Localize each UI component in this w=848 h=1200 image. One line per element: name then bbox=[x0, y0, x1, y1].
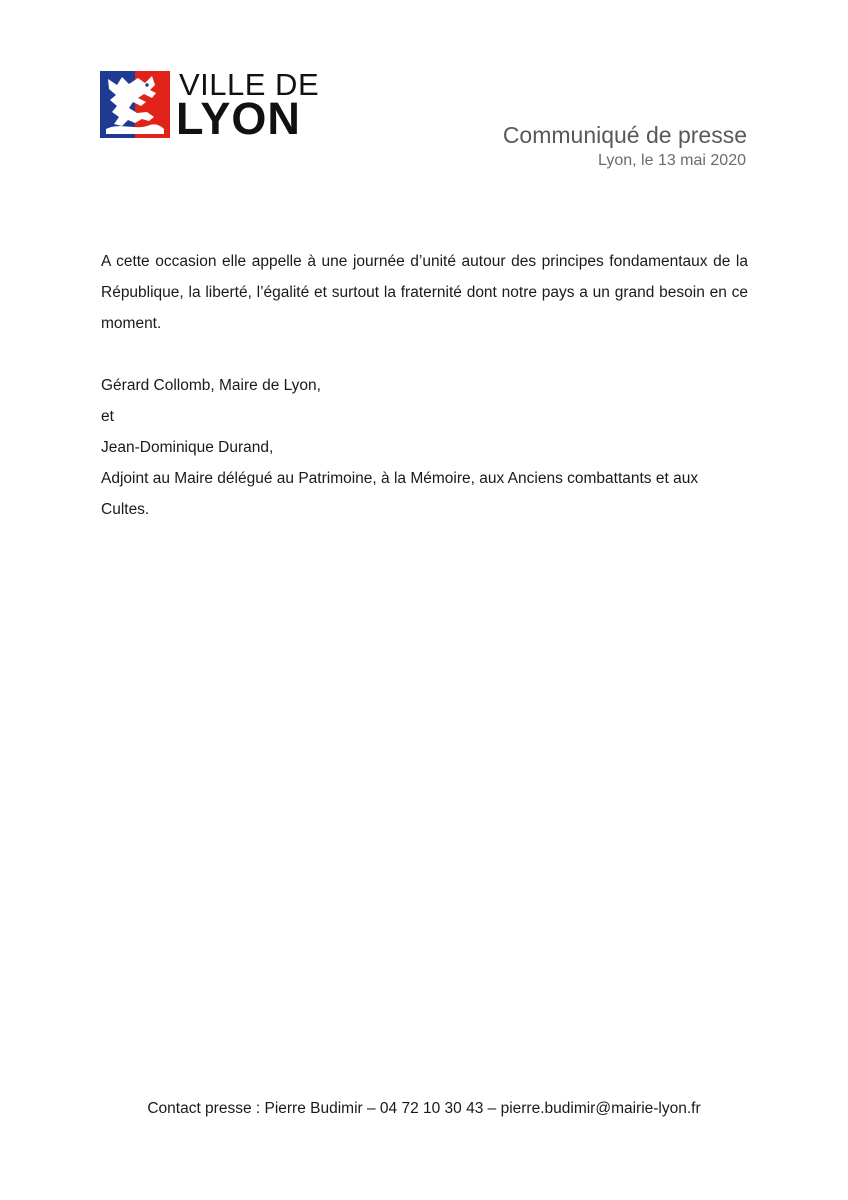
lion-icon bbox=[100, 71, 170, 138]
logo-text-lyon: LYON bbox=[176, 93, 301, 144]
signatory-deputy-title: Adjoint au Maire délégué au Patrimoine, à la Mémoire, aux Anciens combattants et aux bbox=[101, 470, 699, 487]
document-date: Lyon, le 13 mai 2020 bbox=[598, 152, 746, 169]
ville-de-lyon-logo bbox=[100, 67, 320, 144]
document-body bbox=[101, 246, 748, 525]
signature-block bbox=[101, 370, 748, 525]
logo-text-ville-de: VILLE DE bbox=[179, 67, 320, 102]
signatory-deputy-title-cont: Cultes. bbox=[101, 501, 150, 518]
body-paragraph: A cette occasion elle appelle à une journée d’unité autour des principes fondamentaux de la République, la liberté, l’égalité et surtout la fraternité dont notre pays a un grand besoin en ce moment. bbox=[101, 253, 748, 332]
signature-conjunction: et bbox=[101, 408, 114, 425]
signatory-mayor: Gérard Collomb, Maire de Lyon, bbox=[101, 377, 321, 394]
signatory-deputy: Jean-Dominique Durand, bbox=[101, 439, 274, 456]
document-type-title: Communiqué de presse bbox=[502, 122, 747, 148]
press-contact-footer: Contact presse : Pierre Budimir – 04 72 10 30 43 – pierre.budimir@mairie-lyon.fr bbox=[147, 1100, 701, 1117]
